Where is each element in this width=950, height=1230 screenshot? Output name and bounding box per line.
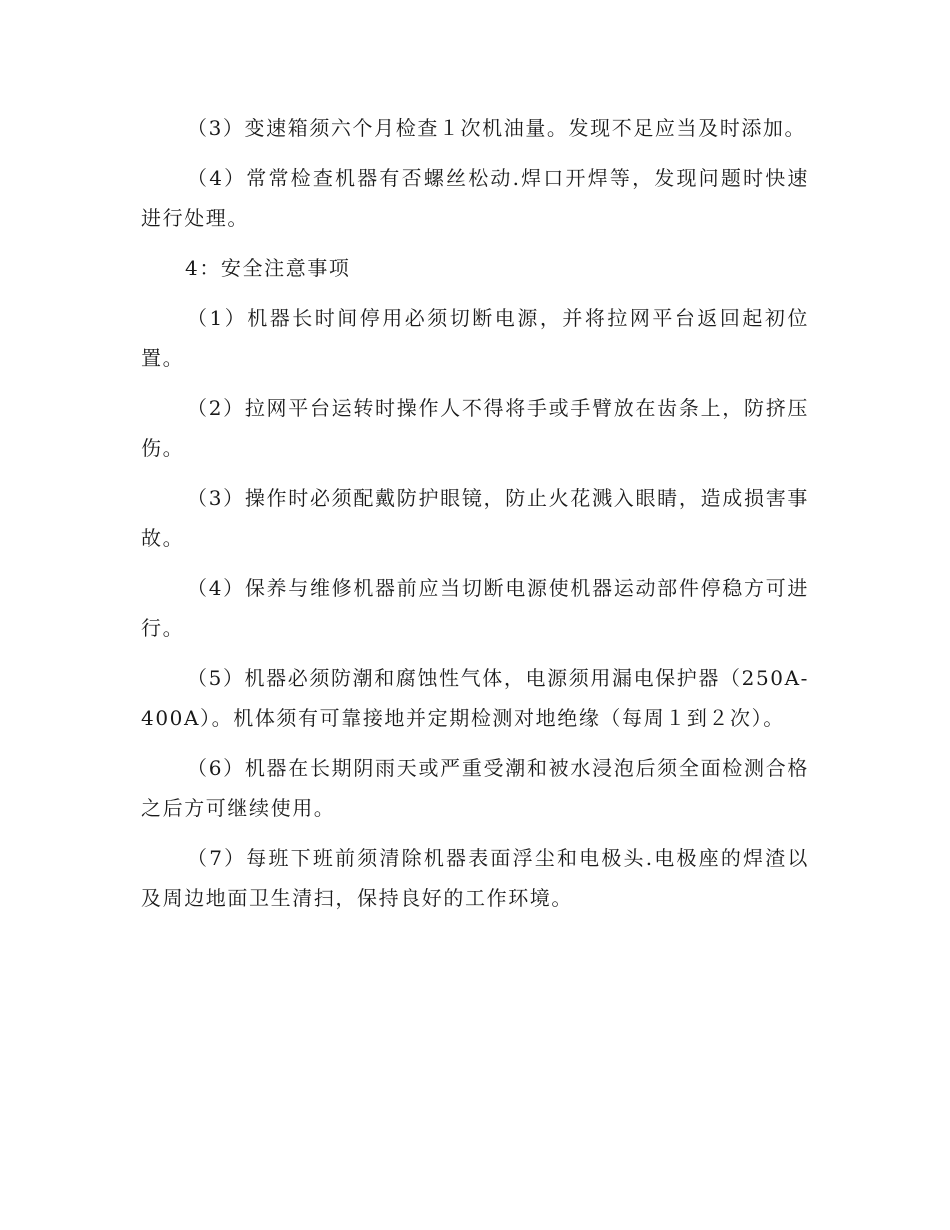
paragraph-safety-4: （4）保养与维修机器前应当切断电源使机器运动部件停稳方可进行。: [141, 576, 809, 640]
paragraph-screw-loose-check: （4）常常检查机器有否螺丝松动.焊口开焊等，发现问题时快速进行处理。: [141, 166, 809, 230]
document-page: [141, 108, 809, 928]
paragraph-safety-1: （1）机器长时间停用必须切断电源，并将拉网平台返回起初位置。: [141, 306, 809, 370]
section-heading-safety: 4：安全注意事项: [185, 256, 351, 280]
paragraph-safety-7: （7）每班下班前须清除机器表面浮尘和电极头.电极座的焊渣以及周边地面卫生清扫，保持良好的工作环境。: [141, 846, 809, 910]
paragraph-gearbox-oil-check: （3）变速箱须六个月检查１次机油量。发现不足应当及时添加。: [187, 116, 807, 140]
paragraph-safety-5: （5）机器必须防潮和腐蚀性气体，电源须用漏电保护器（250A-400A）。机体须有可靠接地并定期检测对地绝缘（每周１到２次）。: [141, 666, 809, 730]
paragraph-safety-3: （3）操作时必须配戴防护眼镜，防止火花溅入眼睛，造成损害事故。: [141, 486, 809, 550]
paragraph-safety-2: （2）拉网平台运转时操作人不得将手或手臂放在齿条上，防挤压伤。: [141, 396, 809, 460]
paragraph-safety-6: （6）机器在长期阴雨天或严重受潮和被水浸泡后须全面检测合格之后方可继续使用。: [141, 756, 809, 820]
